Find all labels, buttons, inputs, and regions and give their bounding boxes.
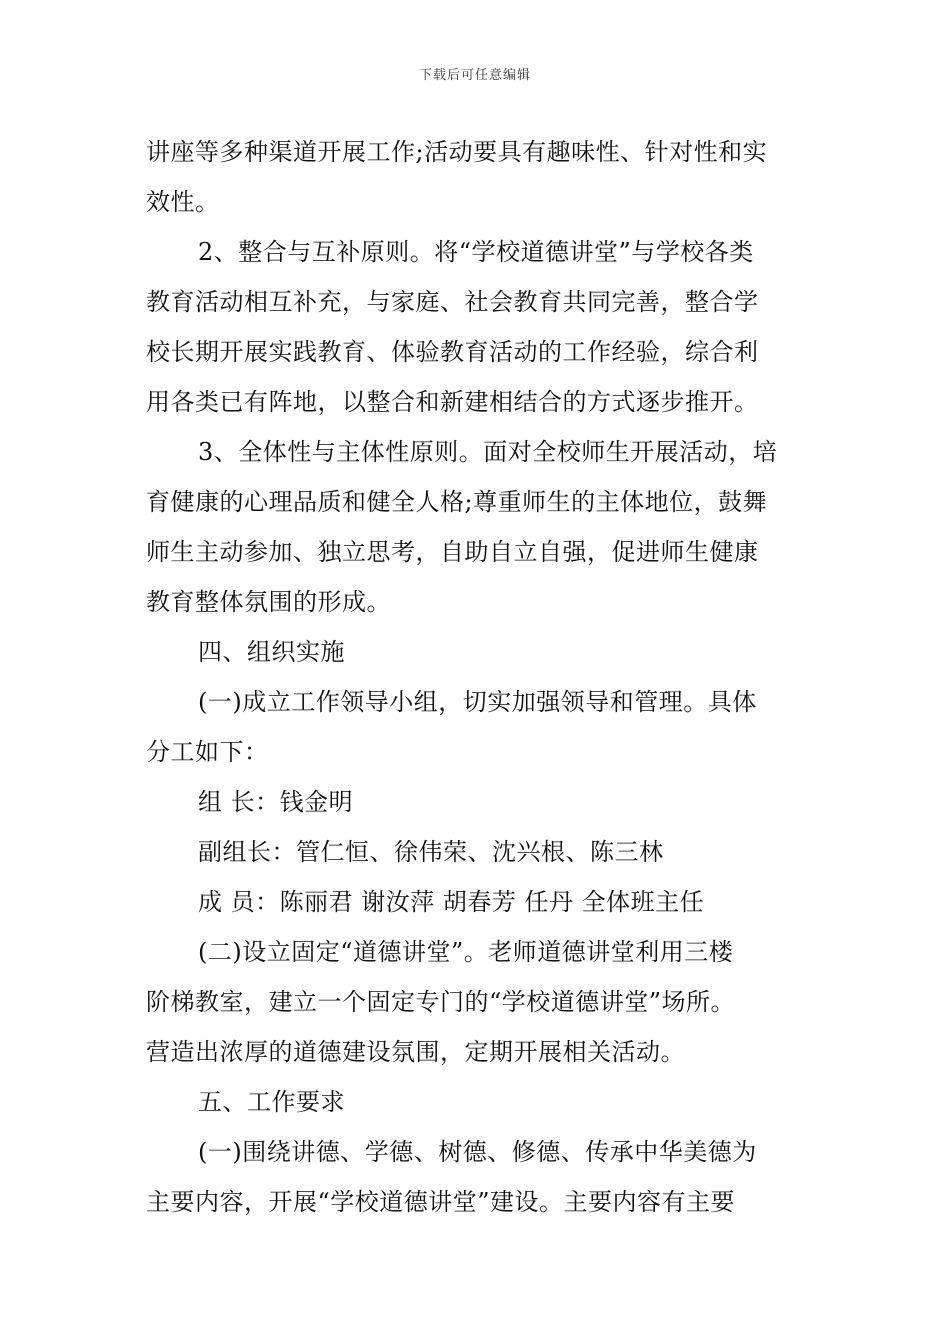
body-line: 阶梯教室，建立一个固定专门的“学校道德讲堂”场所。 bbox=[146, 988, 736, 1016]
body-line: 讲座等多种渠道开展工作;活动要具有趣味性、针对性和实 bbox=[146, 138, 768, 166]
body-line: 分工如下： bbox=[146, 738, 269, 766]
body-line: 用各类已有阵地，以整合和新建相结合的方式逐步推开。 bbox=[146, 388, 759, 416]
body-line: 育健康的心理品质和健全人格;尊重师生的主体地位，鼓舞 bbox=[146, 488, 768, 516]
body-line: 主要内容，开展“学校道德讲堂”建设。主要内容有主要 bbox=[146, 1188, 736, 1216]
body-line: 2、整合与互补原则。将“学校道德讲堂”与学校各类 bbox=[198, 238, 754, 266]
team-leader-line: 组 长：钱金明 bbox=[198, 788, 354, 816]
body-line: (一)围绕讲德、学德、树德、修德、传承中华美德为 bbox=[198, 1138, 757, 1166]
document-body bbox=[146, 127, 810, 1227]
body-line: 效性。 bbox=[146, 188, 220, 216]
section-heading: 五、工作要求 bbox=[198, 1088, 345, 1116]
body-line: 营造出浓厚的道德建设氛围，定期开展相关活动。 bbox=[146, 1038, 685, 1066]
page-header-note: 下载后可任意编辑 bbox=[418, 68, 531, 83]
body-line: 3、全体性与主体性原则。面对全校师生开展活动，培 bbox=[198, 438, 778, 466]
team-members-line: 成 员：陈丽君 谢汝萍 胡春芳 任丹 全体班主任 bbox=[198, 888, 705, 916]
body-line: (二)设立固定“道德讲堂”。老师道德讲堂利用三楼 bbox=[198, 938, 734, 966]
body-line: 教育活动相互补充，与家庭、社会教育共同完善，整合学 bbox=[146, 288, 759, 316]
body-line: 师生主动参加、独立思考，自助自立自强，促进师生健康 bbox=[146, 538, 759, 566]
body-line: 校长期开展实践教育、体验教育活动的工作经验，综合利 bbox=[146, 338, 759, 366]
body-line: (一)成立工作领导小组，切实加强领导和管理。具体 bbox=[198, 688, 757, 716]
team-deputy-line: 副组长：管仁恒、徐伟荣、沈兴根、陈三林 bbox=[198, 838, 664, 866]
section-heading: 四、组织实施 bbox=[198, 638, 345, 666]
body-line: 教育整体氛围的形成。 bbox=[146, 588, 391, 616]
